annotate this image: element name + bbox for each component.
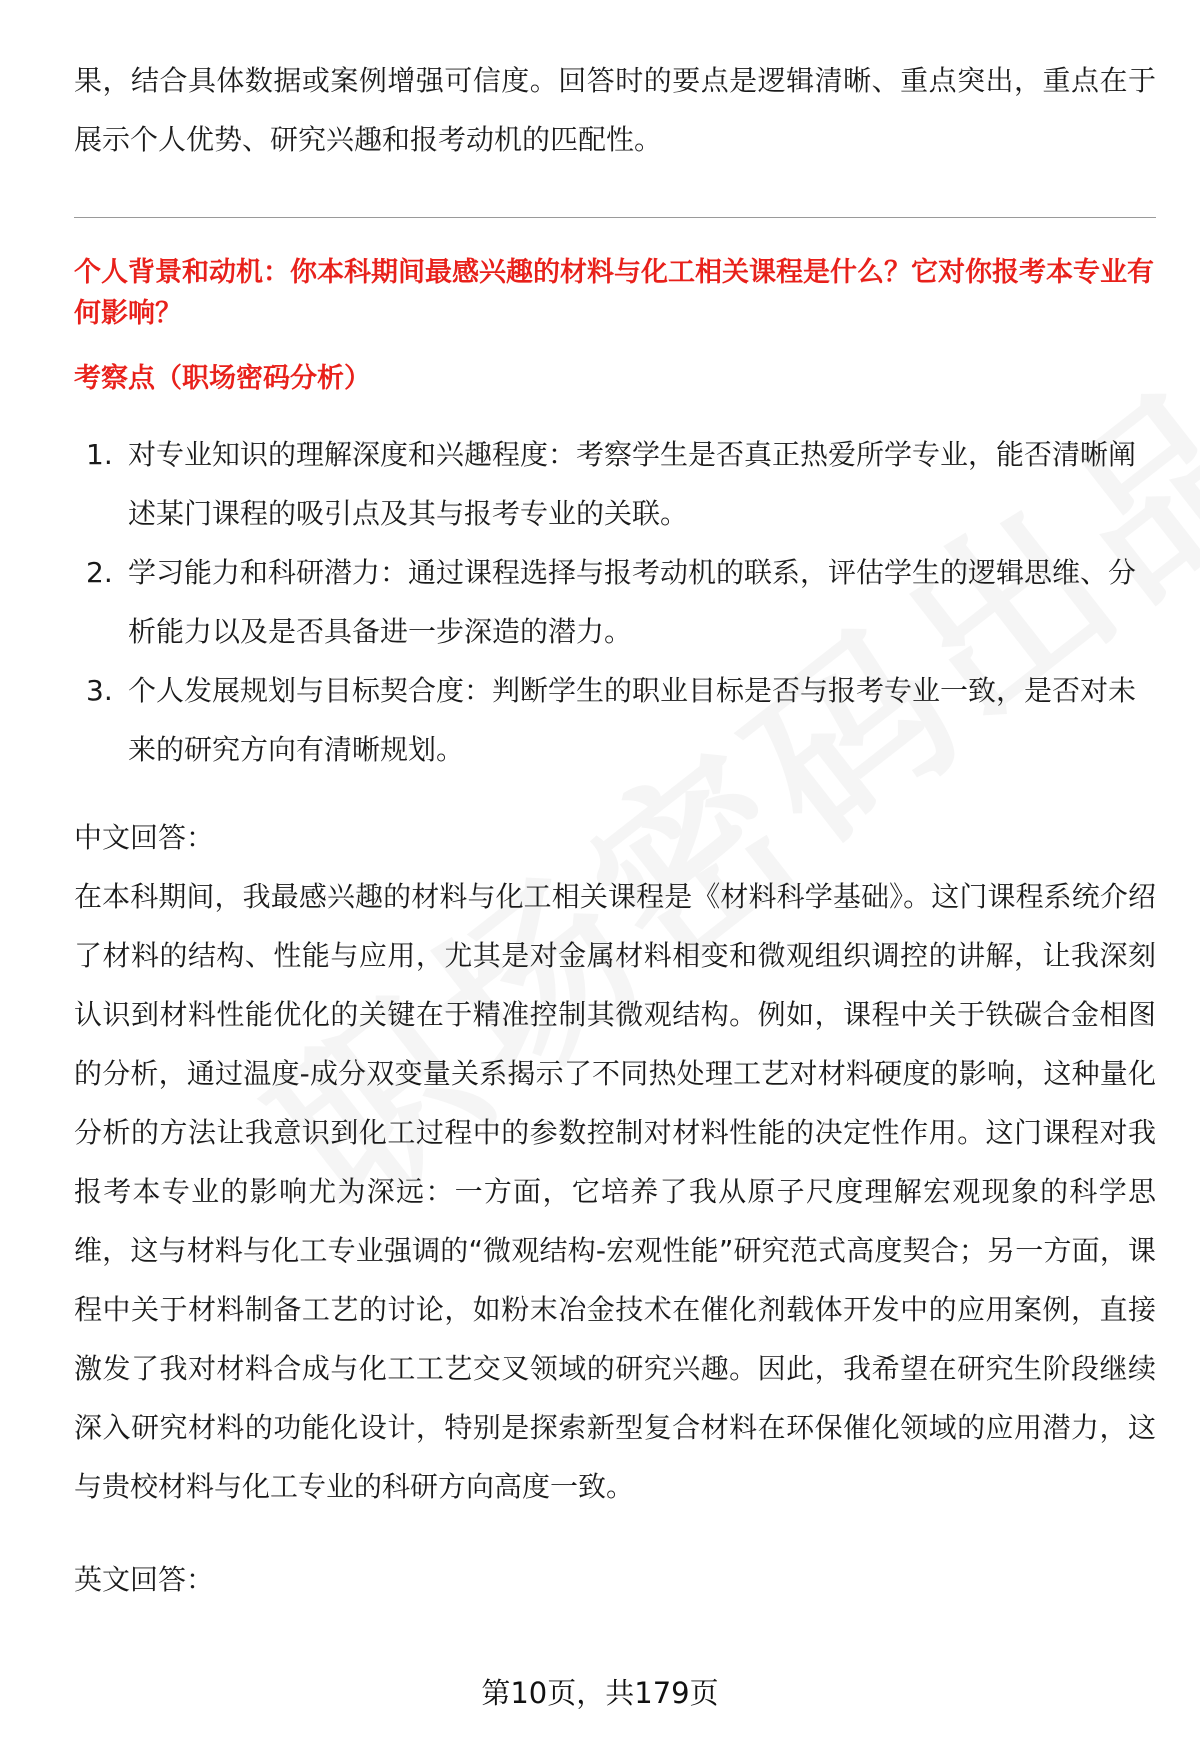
chinese-answer-label: 中文回答： [74,821,215,854]
english-answer-label: 英文回答： [74,1563,215,1596]
assessment-title: 考察点（职场密码分析） [74,363,371,394]
list-item [74,425,1156,543]
list-item-number: 3. [86,674,113,707]
intro-paragraph: 果，结合具体数据或案例增强可信度。回答时的要点是逻辑清晰、重点突出，重点在于展示个人优势、研究兴趣和报考动机的匹配性。 [74,64,1156,156]
list-item-number: 2. [86,556,113,589]
list-item-number: 1. [86,438,113,471]
assessment-list [74,425,1156,779]
list-item [74,661,1156,779]
document-page [74,0,1156,1609]
list-item [74,543,1156,661]
list-item-text: 学习能力和科研潜力：通过课程选择与报考动机的联系，评估学生的逻辑思维、分析能力以及是否具备进一步深造的潜力。 [128,556,1137,648]
page-number: 第10页，共179页 [481,1676,719,1710]
chinese-answer-text: 在本科期间，我最感兴趣的材料与化工相关课程是《材料科学基础》。这门课程系统介绍了材料的结构、性能与应用，尤其是对金属材料相变和微观组织调控的讲解，让我深刻认识到材料性能优化的关键在于精准控制其微观结构。例如，课程中关于铁碳合金相图的分析，通过温度-成分双变量关系揭示了不同热处理工艺对材料硬度的影响，这种量化分析的方法让我意识到化工过程中的参数控制对材料性能的决定性作用。这门课程对我报考本专业的影响尤为深远：一方面，它培养了我从原子尺度理解宏观现象的科学思维，这与材料与化工专业强调的“微观结构-宏观性能”研究范式高度契合；另一方面，课程中关于材料制备工艺的讨论，如粉末冶金技术在催化剂载体开发中的应用案例，直接激发了我对材料合成与化工工艺交叉领域的研究兴趣。因此，我希望在研究生阶段继续深入研究材料的功能化设计，特别是探索新型复合材料在环保催化领域的应用潜力，这与贵校材料与化工专业的科研方向高度一致。 [74,880,1156,1503]
list-item-text: 个人发展规划与目标契合度：判断学生的职业目标是否与报考专业一致，是否对未来的研究方向有清晰规划。 [128,674,1137,766]
question-heading: 个人背景和动机：你本科期间最感兴趣的材料与化工相关课程是什么？它对你报考本专业有何影响？ [74,257,1154,329]
section-divider [74,217,1156,218]
list-item-text: 对专业知识的理解深度和兴趣程度：考察学生是否真正热爱所学专业，能否清晰阐述某门课程的吸引点及其与报考专业的关联。 [128,438,1137,530]
